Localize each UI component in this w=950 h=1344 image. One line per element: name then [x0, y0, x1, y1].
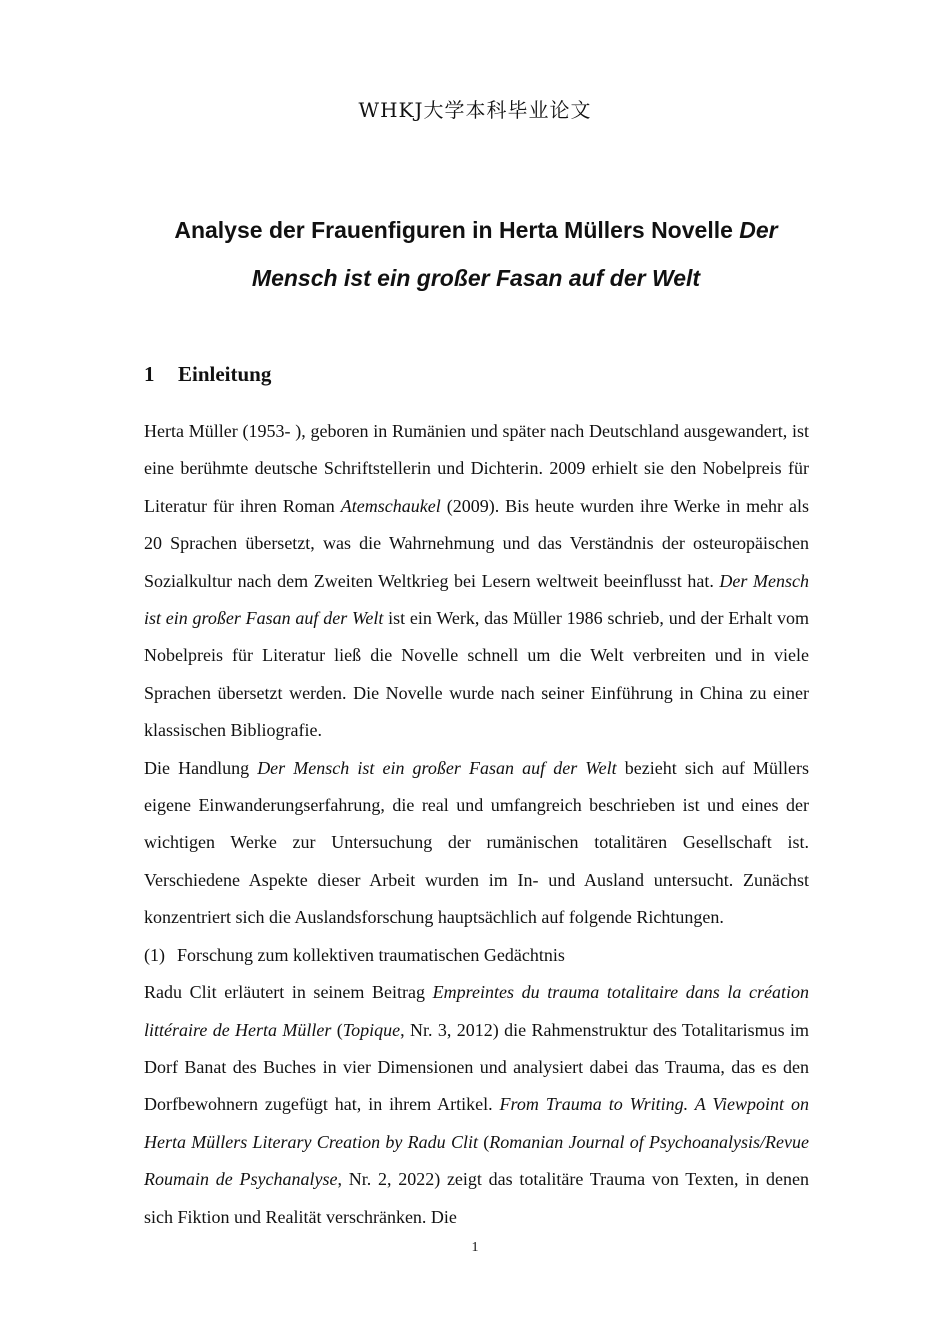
text-run: bezieht sich auf Müllers eigene Einwanderungserfahrung, die real und umfangreich beschrieben ist und eines der wichtigen Werke zur Untersuchung der rumänischen totalitären Gesellschaft ist. Verschiedene Aspekte dieser Arbeit wurden im In- und Ausland untersucht. Zunächst konzentriert sich die Auslandsforschung hauptsächlich auf folgende Richtungen.: [144, 757, 809, 928]
title-work-italic: Der Mensch ist ein großer Fasan auf der Welt: [251, 217, 778, 291]
italic-title: Der Mensch ist ein großer Fasan auf der Welt: [144, 570, 809, 629]
body-text: [144, 413, 809, 1236]
text-run: , Nr. 2, 2022) zeigt das totalitäre Trauma von Texten, in denen sich Fiktion und Realität verschränken. Die: [144, 1169, 809, 1227]
text-run: Die Handlung: [144, 757, 258, 778]
paragraph-2: [144, 750, 809, 937]
section-number: 1: [144, 362, 155, 386]
text-run: Herta Müller (1953- ), geboren in Rumänien und später nach Deutschland ausgewandert, ist eine berühmte deutsche Schriftstellerin und Dichterin. 2009 erhielt sie den Nobelpreis für Literatur für ihren Roman: [144, 421, 809, 516]
text-run: , Nr. 3, 2012) die Rahmenstruktur des Totalitarismus im Dorf Banat des Buches in vier Dimensionen und analysiert dabei das Trauma, das es den Dorfbewohnern zugefügt hat, in ihrem Artikel.: [144, 1019, 809, 1115]
list-item: [144, 937, 809, 974]
list-item-text: Forschung zum kollektiven traumatischen Gedächtnis: [177, 944, 565, 965]
text-run: Radu Clit erläutert in seinem Beitrag: [144, 982, 433, 1003]
italic-title: From Trauma to Writing. A Viewpoint on Herta Müllers Literary Creation by Radu Clit: [144, 1094, 809, 1152]
italic-title: Empreintes du trauma totalitaire dans la création littéraire de Herta Müller: [144, 982, 809, 1040]
text-run: (: [477, 1131, 490, 1152]
text-run: (: [331, 1019, 343, 1040]
title-text: Analyse der Frauenfiguren in Herta Müllers Novelle: [174, 217, 740, 243]
paragraph-3: [144, 974, 809, 1236]
section-heading: [144, 362, 271, 387]
paper-title: [144, 206, 808, 302]
section-label: Einleitung: [178, 362, 272, 386]
page-number: 1: [471, 1240, 479, 1255]
italic-title: Atemschaukel: [340, 495, 441, 516]
italic-title: Romanian Journal of Psychoanalysis/Revue Roumain de Psychanalyse: [144, 1131, 810, 1190]
text-run: ist ein Werk, das Müller 1986 schrieb, und der Erhalt vom Nobelpreis für Literatur ließ die Novelle schnell um die Welt verbreiten und in viele Sprachen übersetzt werden. Die Novelle wurde nach seiner Einführung in China zu einer klassischen Bibliografie.: [144, 608, 810, 741]
list-marker: (1): [144, 944, 165, 965]
text-run: (2009). Bis heute wurden ihre Werke in mehr als 20 Sprachen übersetzt, was die Wahrnehmung und das Verständnis der osteuropäischen Sozialkultur nach dem Zweiten Weltkrieg bei Lesern weltweit beeinflusst hat.: [144, 495, 810, 591]
paragraph-1: [144, 413, 809, 750]
page-header: WHKJ大学本科毕业论文: [358, 98, 592, 122]
italic-title: Topique: [342, 1019, 401, 1040]
italic-title: Der Mensch ist ein großer Fasan auf der Welt: [257, 757, 617, 778]
